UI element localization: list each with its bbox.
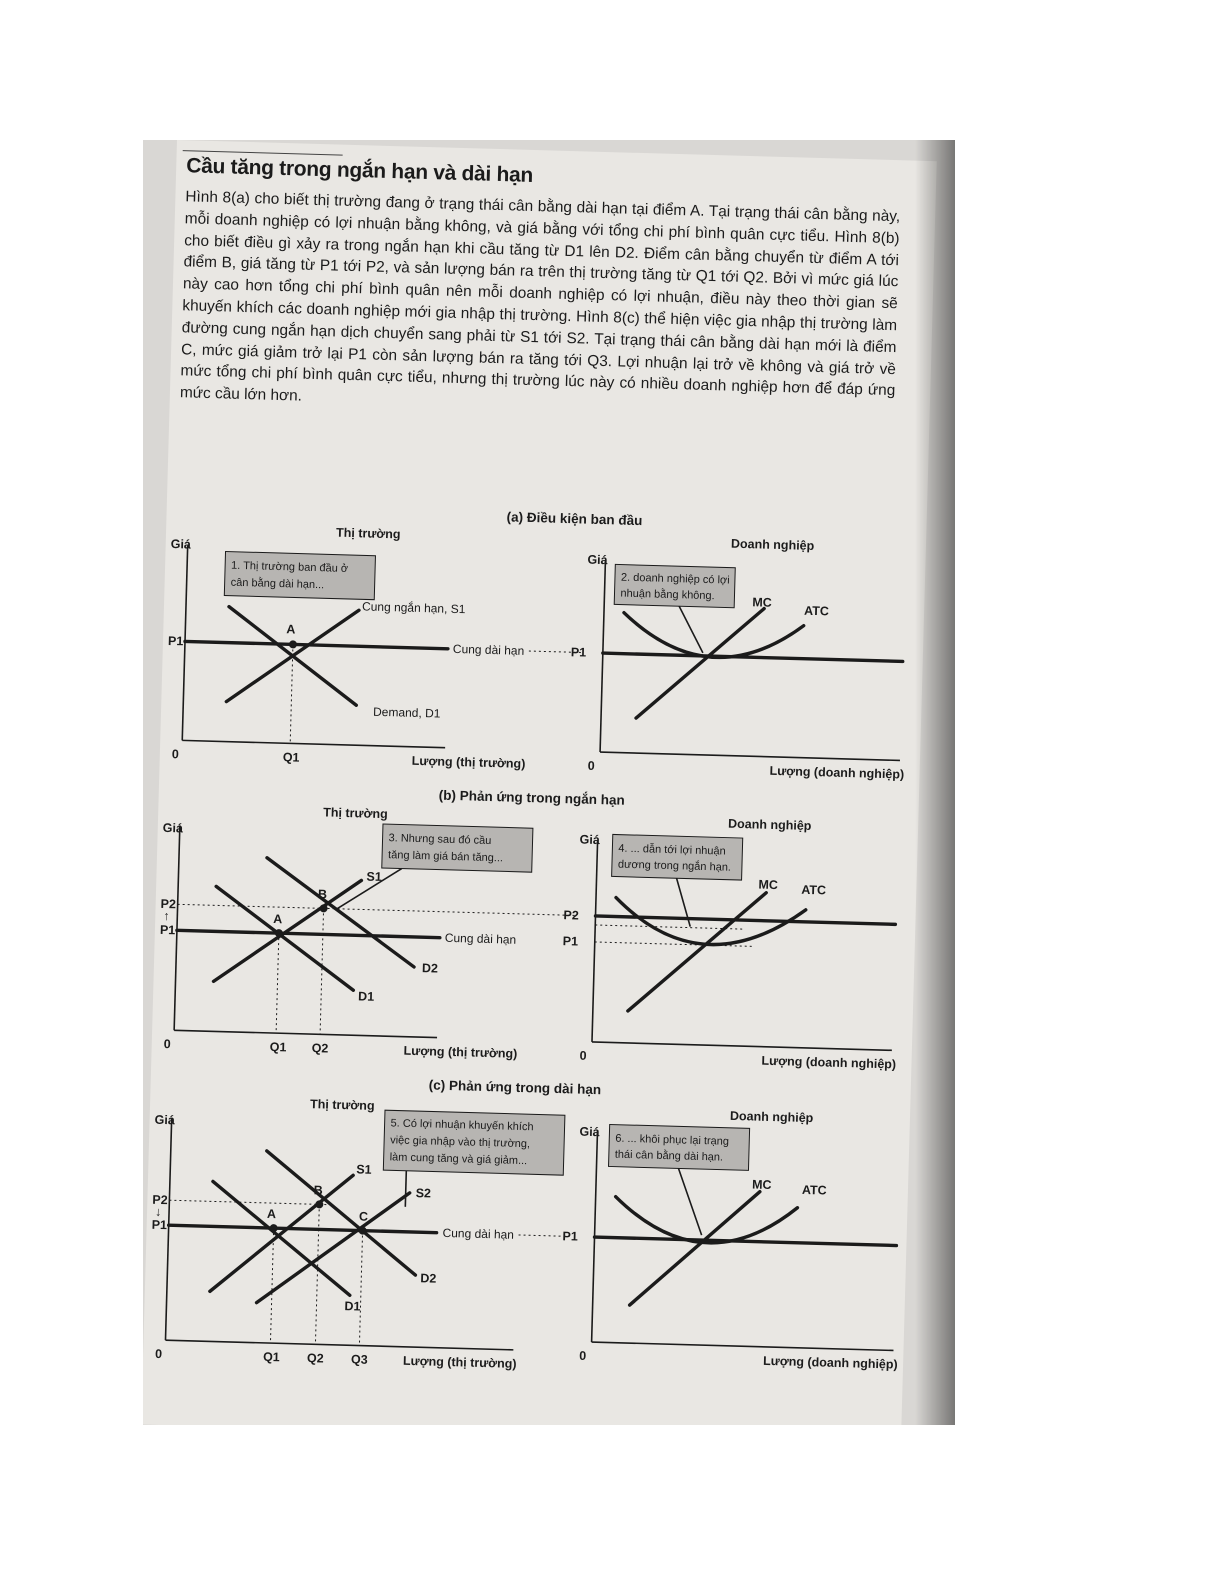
panel-a-market <box>165 521 587 772</box>
panel-c-market-note-line2: việc gia nhập vào thị trường, <box>389 1134 531 1151</box>
panel-c-market-origin: 0 <box>154 1346 163 1362</box>
panel-b-long-run-supply-label: Cung dài hạn <box>444 930 517 947</box>
panel-b-market-note-line1: 3. Nhưng sau đó cầu <box>388 832 492 848</box>
panel-a-market-note-box <box>224 552 375 600</box>
panel-b-firm-x-label: Lượng (doanh nghiệp) <box>761 1053 897 1072</box>
panel-a-mc-curve <box>636 605 764 721</box>
panel-a <box>165 500 912 782</box>
panel-b-mc-curve <box>628 889 766 1015</box>
panel-c-point-b-label: B <box>313 1183 323 1198</box>
panel-c-s2-label: S2 <box>415 1186 432 1201</box>
panel-a-firm-note-pointer <box>678 606 704 653</box>
panel-b-firm-p2-label: P2 <box>563 908 579 923</box>
panel-c-firm-note-line2: thái cân bằng dài hạn. <box>614 1148 724 1164</box>
panel-a-firm-origin: 0 <box>587 758 595 773</box>
panel-a-p1-label: P1 <box>167 633 184 649</box>
panel-a-long-run-supply-line <box>185 641 448 648</box>
panel-b-firm-note-line1: 4. ... dẫn tới lợi nhuận <box>618 842 726 858</box>
panel-b-firm-price-label: Giá <box>579 832 600 848</box>
panel-c-mc-label: MC <box>751 1177 772 1193</box>
panel-c-q3-guide <box>359 1231 362 1346</box>
panel-a-market-note-line1: 1. Thị trường ban đầu ở <box>230 559 349 575</box>
panel-c-p1-label: P1 <box>151 1217 168 1233</box>
panel-c-market-note-line1: 5. Có lợi nhuận khuyến khích <box>390 1117 534 1134</box>
panel-c-market-x-axis <box>165 1340 513 1350</box>
panel-a-firm <box>568 532 911 781</box>
panel-b-p2-guide <box>178 904 576 915</box>
panel-c-arrow-down: ↓ <box>154 1204 162 1219</box>
panel-c-firm-origin: 0 <box>579 1348 587 1363</box>
panel-a-firm-note-line1: 2. doanh nghiệp có lợi <box>620 571 730 587</box>
figure-8 <box>143 500 927 1421</box>
panel-c-q3-label: Q3 <box>350 1352 368 1367</box>
panel-b <box>157 780 904 1072</box>
panel-c-q1-guide <box>270 1228 273 1343</box>
panel-b-point-b-label: B <box>317 887 328 902</box>
panel-c-market <box>148 1093 570 1372</box>
panel-b-market-x-axis <box>174 1030 437 1037</box>
panel-a-firm-x-axis <box>600 752 900 760</box>
panel-c-d1-label: D1 <box>344 1299 361 1314</box>
paragraph-text: Hình 8(a) cho biết thị trường đang ở trạng thái cân bằng dài hạn tại điểm A. Tại trạng thái cân bằng này, mỗi doanh nghiệp có lợi nhuận bằng không, và giá bằng với tổng chi phí bình quân cực tiểu. Hình 8(b) cho biết điều gì xảy ra trong ngắn hạn khi cầu tăng từ D1 lên D2. Điểm cân bằng chuyển từ điểm A tới điểm B, giá tăng từ P1 tới P2, và sản lượng bán ra trên thị trường tăng từ Q1 tới Q2. Bởi vì mức giá lúc này cao hơn tổng chi phí bình quân nên mỗi doanh nghiệp có lợi nhuận, điều này theo thời gian sẽ khuyến khích các doanh nghiệp mới gia nhập thị trường. Hình 8(c) thể hiện việc gia nhập thị trường làm đường cung ngắn hạn dịch chuyển sang phải từ S1 tới S2. Tại trạng thái cân bằng dài hạn mới là điểm C, mức giá giảm trở lại P1 còn sản lượng bán ra tăng tới Q3. Lợi nhuận lại trở về không và giá trở về mức tổng chi phí bình quân cực tiểu, nhưng thị trường lúc này có nhiều doanh nghiệp hơn để đáp ứng mức cầu lớn hơn. <box>179 188 901 405</box>
panel-a-market-note-line2: cân bằng dài hạn... <box>230 576 325 592</box>
panel-b-firm-y-axis <box>592 840 598 1042</box>
panel-c-q2-guide <box>315 1204 319 1344</box>
panel-b-p1-label: P1 <box>159 922 176 938</box>
panel-b-market-note-line2: tăng làm giá bán tăng... <box>387 849 504 865</box>
panel-c-firm-x-axis <box>592 1342 894 1350</box>
panel-b-q1-label: Q1 <box>269 1039 287 1055</box>
panel-b-price-label: Giá <box>162 820 184 836</box>
panel-b-atc-label: ATC <box>801 882 827 898</box>
panel-b-market-x-label: Lượng (thị trường) <box>403 1043 518 1061</box>
panel-b-mc-label: MC <box>758 877 779 893</box>
panel-c-point-a-label: A <box>266 1206 277 1222</box>
panel-b-market <box>157 801 579 1062</box>
panel-a-firm-y-axis <box>600 560 605 752</box>
panel-c-atc-label: ATC <box>801 1182 827 1198</box>
panel-b-p2-label: P2 <box>160 896 177 912</box>
panel-a-point-a <box>289 640 297 648</box>
panel-c-mc-curve <box>630 1188 760 1309</box>
panel-b-q2-guide <box>320 908 324 1034</box>
panel-b-firm <box>559 812 902 1071</box>
panel-b-point-a-label: A <box>273 911 283 927</box>
panel-c-supply-s1 <box>210 1171 353 1295</box>
panel-c-long-run-supply-line <box>169 1225 437 1232</box>
panel-c-firm <box>559 1104 905 1371</box>
panel-a-market-x-label: Lượng (thị trường) <box>411 753 526 771</box>
panel-c-demand-d1 <box>210 1181 353 1295</box>
panel-c-price-label: Giá <box>154 1112 175 1128</box>
panel-b-title: (b) Phản ứng trong ngắn hạn <box>438 787 625 808</box>
panel-b-firm-note-line2: dương trong ngắn hạn. <box>617 858 732 874</box>
photo-background <box>143 140 955 1425</box>
panel-c-s1-label: S1 <box>356 1162 372 1177</box>
panel-c-point-c-label: C <box>358 1209 369 1224</box>
panel-b-d2-label: D2 <box>421 961 439 976</box>
panel-b-market-title: Thị trường <box>323 805 388 822</box>
panel-c-connector <box>519 1235 567 1236</box>
panel-b-s1-label: S1 <box>366 869 382 885</box>
panel-b-firm-origin: 0 <box>579 1048 587 1063</box>
panel-a-firm-note-line2: nhuận bằng không. <box>620 587 715 603</box>
panel-c-firm-x-label: Lượng (doanh nghiệp) <box>762 1353 898 1372</box>
panel-c-market-x-label: Lượng (thị trường) <box>402 1353 517 1371</box>
panel-b-firm-p1-label: P1 <box>562 934 579 949</box>
panel-c-market-note-line3: làm cung tăng và giá giảm... <box>389 1151 528 1168</box>
panel-a-price-label: Giá <box>170 536 192 552</box>
body-paragraph <box>180 186 901 424</box>
panel-b-d1-label: D1 <box>357 989 375 1004</box>
panel-a-supply-label: Cung ngắn hạn, S1 <box>361 599 466 617</box>
panel-c-q1-label: Q1 <box>262 1349 280 1365</box>
panel-a-mc-label: MC <box>752 595 772 610</box>
panel-b-arrow-up: ↑ <box>163 908 170 924</box>
panel-a-market-origin: 0 <box>171 747 179 762</box>
panel-a-point-a-label: A <box>286 622 296 637</box>
panel-b-market-note-box <box>382 824 533 872</box>
panel-c-firm-note-pointer <box>677 1168 704 1235</box>
panel-c-market-note-pointer <box>405 1171 406 1207</box>
panel-a-firm-price-line <box>603 653 903 661</box>
panel-a-title: (a) Điều kiện ban đầu <box>506 509 643 529</box>
panel-b-long-run-supply-line <box>177 930 440 937</box>
panel-c-p2-guide <box>169 1200 327 1204</box>
figure-svg <box>143 500 927 1421</box>
book-page <box>143 140 937 1425</box>
page-edge-shadow <box>915 140 955 1425</box>
panel-a-demand-label: Demand, D1 <box>372 704 441 721</box>
panel-c-firm-title: Doanh nghiệp <box>729 1108 814 1126</box>
panel-a-firm-title: Doanh nghiệp <box>730 536 815 553</box>
panel-a-long-run-supply-label: Cung dài hạn <box>452 641 525 658</box>
panel-b-demand-d1 <box>213 886 356 990</box>
panel-c-market-note <box>390 1117 537 1167</box>
panel-b-q2-label: Q2 <box>311 1041 329 1056</box>
panel-a-market-x-axis <box>182 740 445 747</box>
panel-a-firm-p1-label: P1 <box>570 645 587 660</box>
panel-a-q1-label: Q1 <box>282 750 300 765</box>
panel-c-title: (c) Phản ứng trong dài hạn <box>428 1077 602 1098</box>
panel-a-firm-x-label: Lượng (doanh nghiệp) <box>769 763 905 782</box>
panel-c-firm-note-line1: 6. ... khôi phục lại trạng <box>615 1132 730 1148</box>
panel-c-firm-p1-label: P1 <box>562 1229 579 1244</box>
panel-c-firm-price-label: Giá <box>579 1124 600 1140</box>
panel-c-p2-label: P2 <box>152 1192 168 1208</box>
panel-b-q1-guide <box>276 933 279 1033</box>
panel-c-q2-label: Q2 <box>306 1351 324 1366</box>
panel-c-long-run-supply-label: Cung dài hạn <box>442 1225 515 1242</box>
panel-c-d2-label: D2 <box>420 1271 437 1286</box>
panel-c <box>148 1070 905 1382</box>
panel-b-market-origin: 0 <box>163 1036 171 1052</box>
panel-b-firm-title: Doanh nghiệp <box>727 816 812 833</box>
panel-a-atc-label: ATC <box>803 603 830 619</box>
panel-c-market-title: Thị trường <box>309 1097 375 1113</box>
panel-a-market-title: Thị trường <box>335 525 401 542</box>
section-heading: Cầu tăng trong ngắn hạn và dài hạn <box>185 154 534 187</box>
panel-a-firm-price-label: Giá <box>587 552 608 568</box>
panel-b-firm-x-axis <box>592 1042 892 1050</box>
